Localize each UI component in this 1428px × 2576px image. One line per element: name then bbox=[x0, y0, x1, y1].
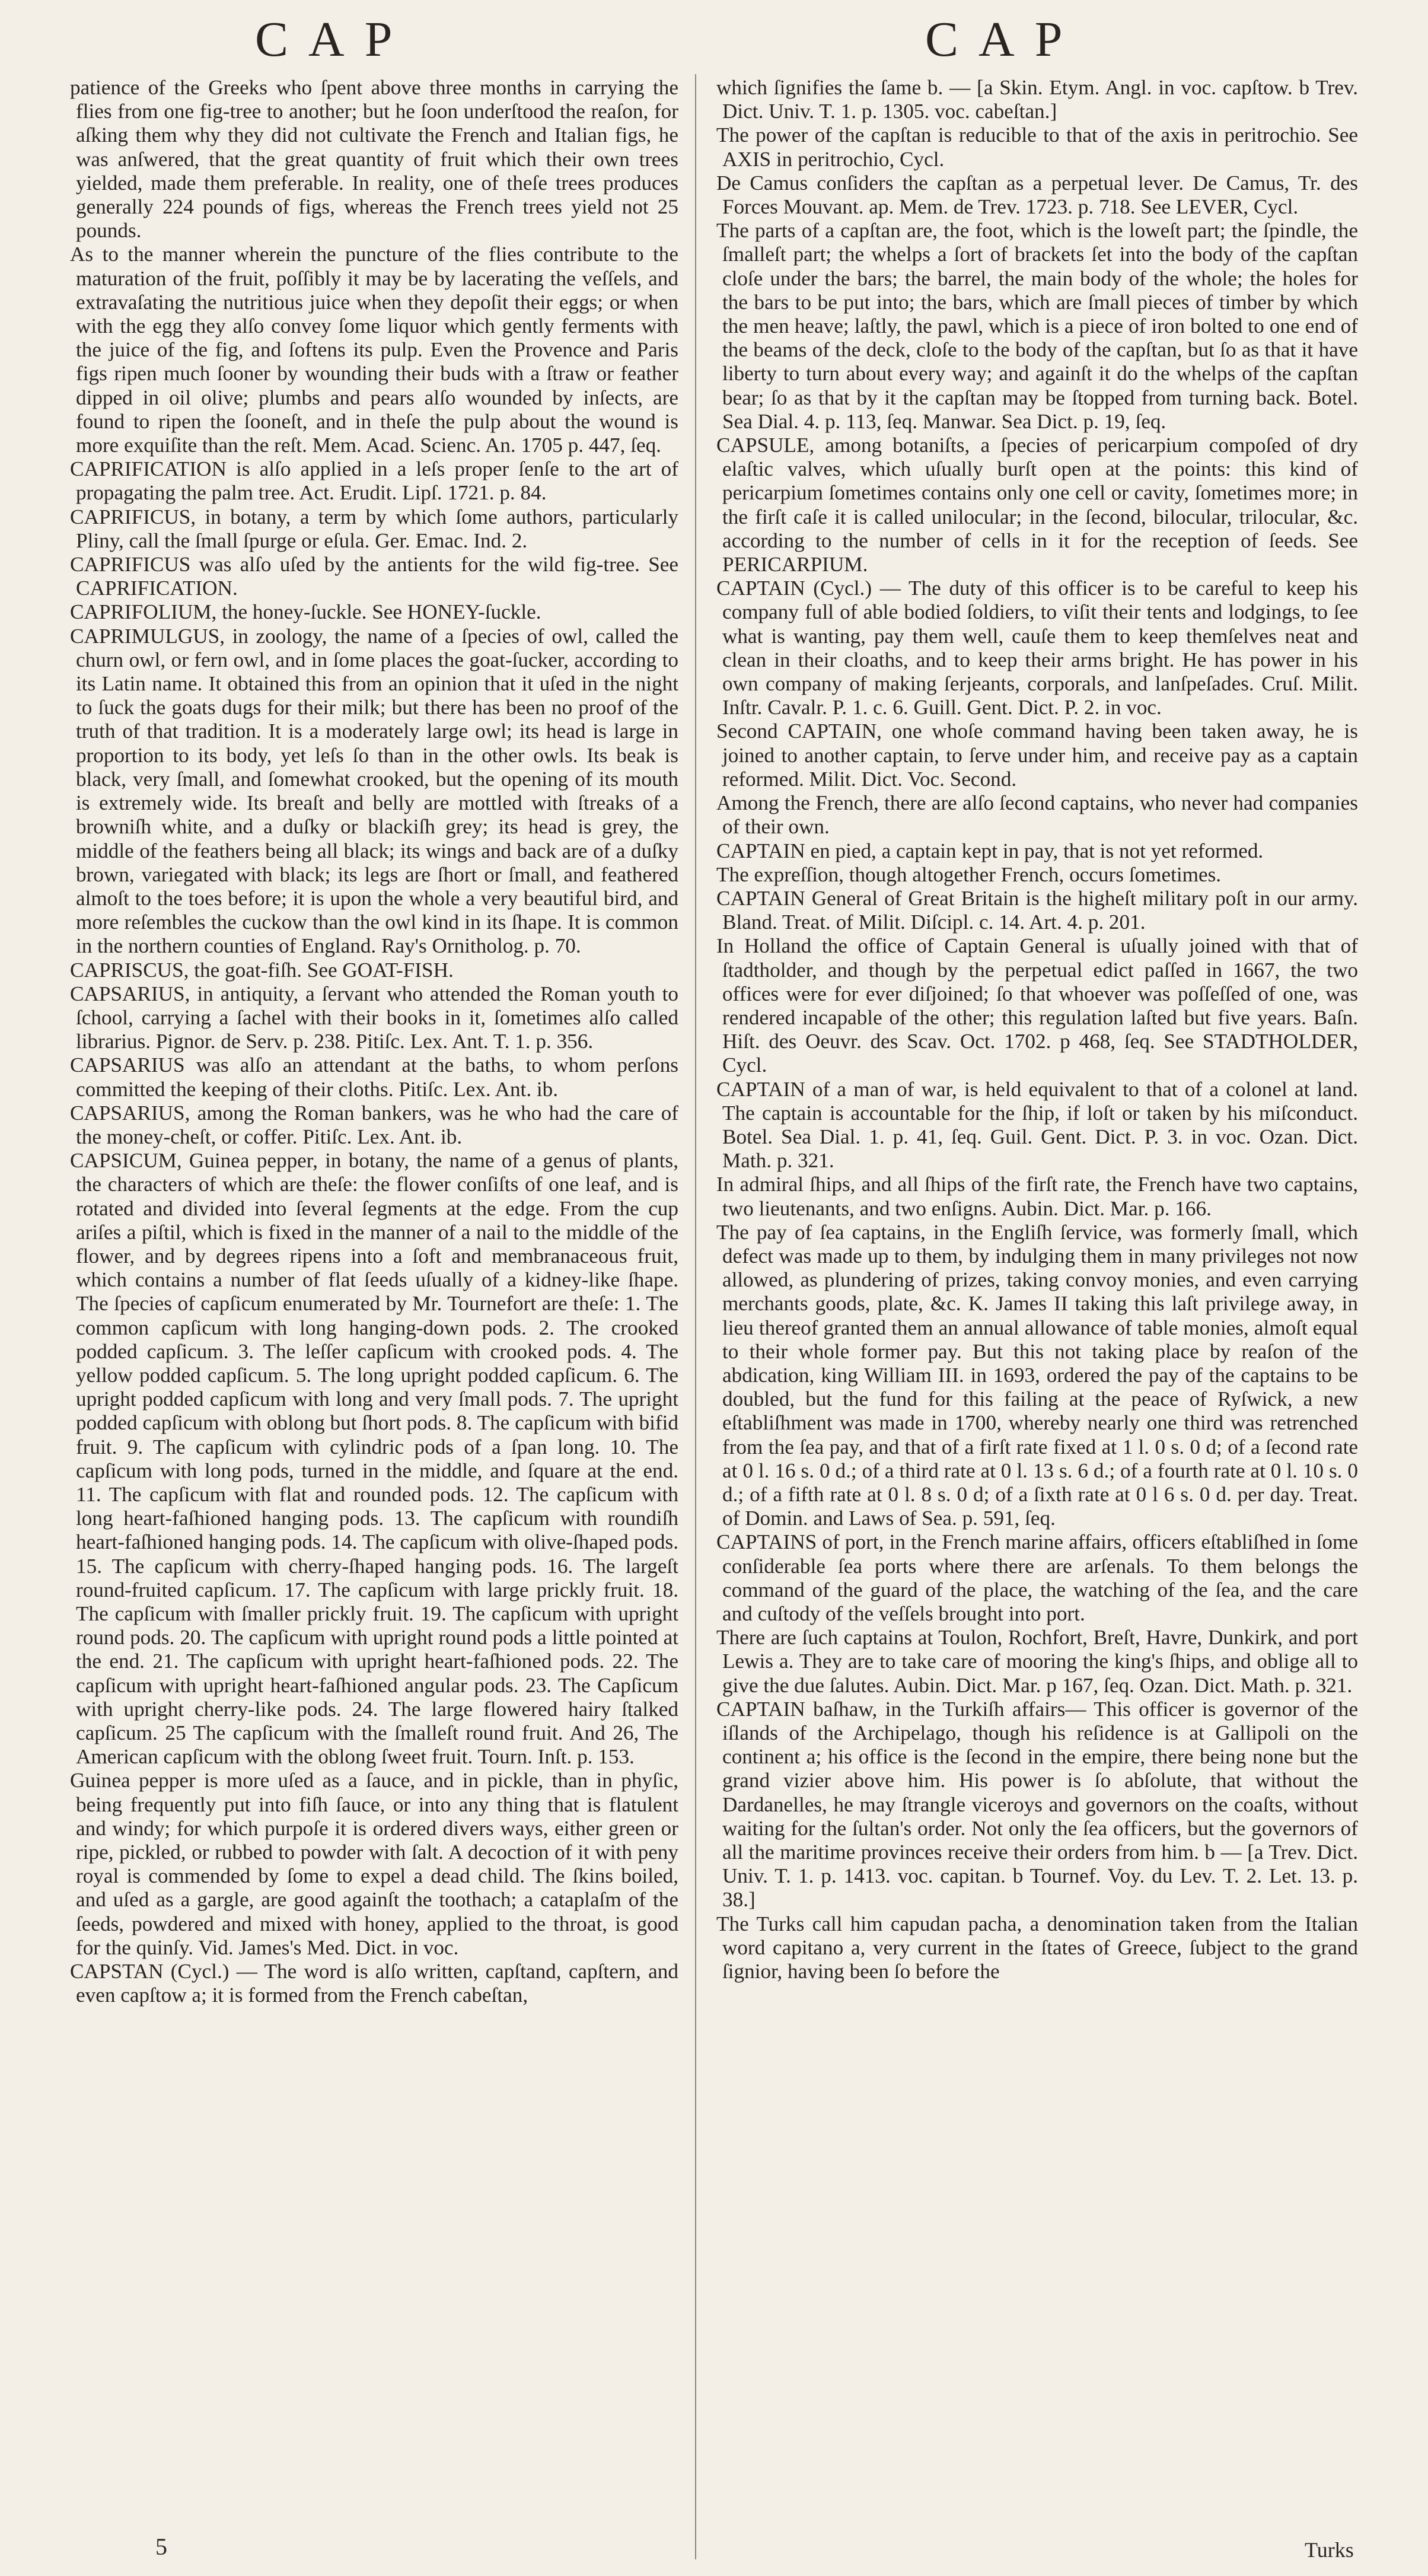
paragraph: CAPRIFICUS was alſo uſed by the antients for the wild fig-tree. See CAPRIFICATION. bbox=[70, 553, 678, 600]
column-divider bbox=[695, 74, 696, 2559]
paragraph: The expreſſion, though altogether French, occurs ſometimes. bbox=[716, 862, 1222, 886]
paragraph: CAPRIFOLIUM, the honey-ſuckle. See HONEY-ſuckle. bbox=[70, 600, 541, 624]
paragraph: CAPRISCUS, the goat-fiſh. See GOAT-FISH. bbox=[70, 958, 454, 982]
paragraph: Among the French, there are alſo ſecond captains, who never had companies of their own. bbox=[716, 791, 1358, 839]
running-header bbox=[0, 11, 1428, 76]
paragraph: The power of the capſtan is reducible to that of the axis in peritrochio. See AXIS in peritrochio, Cycl. bbox=[716, 123, 1358, 171]
paragraph: CAPTAIN General of Great Britain is the higheſt military poſt in our army. Bland. Treat. of Milit. Diſcipl. c. 14. Art. 4. p. 201. bbox=[716, 886, 1358, 934]
paragraph: In Holland the office of Captain General is uſually joined with that of ſtadtholder, and though by the perpetual edict paſſed in 1667, the two offices were for ever diſjoined; ſo that whoever was poſſeſſed of one, was rendered incapable of the other; this regulation laſted but five years. Baſn. Hiſt. des Oeuvr. des Scav. Oct. 1702. p 468, ſeq. See STADTHOLDER, Cycl. bbox=[716, 934, 1358, 1077]
paragraph: CAPSULE, among botaniſts, a ſpecies of pericarpium compoſed of dry elaſtic valves, which uſually burſt open at the points: this kind of pericarpium ſometimes contains only one cell or cavity, ſometimes more; in the firſt caſe it is called unilocular; in the ſecond, bilocular, trilocular, &c. according to the number of cells in it for the reception of ſeeds. See PERICARPIUM. bbox=[716, 434, 1358, 577]
paragraph: Guinea pepper is more uſed as a ſauce, and in pickle, than in phyſic, being frequently put into fiſh ſauce, or into any thing that is flatulent and windy; for which purpoſe it is ordered divers ways, either green or ripe, pickled, or rubbed to powder with ſalt. A decoction of it with peny royal is commended by ſome to expel a dead child. The ſkins boiled, and uſed as a gargle, are good againſt the toothach; a cataplaſm of the ſeeds, powdered and mixed with honey, applied to the throat, is good for the quinſy. Vid. James's Med. Dict. in voc. bbox=[70, 1769, 678, 1959]
catchword: Turks bbox=[1305, 2538, 1354, 2562]
paragraph: CAPRIFICUS, in botany, a term by which ſome authors, particularly Pliny, call the ſmall ſpurge or eſula. Ger. Emac. Ind. 2. bbox=[70, 505, 678, 552]
paragraph: The parts of a capſtan are, the foot, which is the loweſt part; the ſpindle, the ſmalleſt part; the whelps a ſort of brackets ſet into the body of the capſtan cloſe under the bars; the barrel, the main body of the whole; the holes for the bars to be put into; the bars, which are ſmall pieces of timber by which the men heave; laſtly, the pawl, which is a piece of iron bolted to one end of the beams of the deck, cloſe to the body of the capſtan, but ſo as that it have liberty to turn about every way; and againſt it do the whelps of the capſtan bear; ſo as that by it the capſtan may be ſtopped from turning back. Botel. Sea Dial. 4. p. 113, ſeq. Manwar. Sea Dict. p. 19, ſeq. bbox=[716, 219, 1358, 433]
paragraph: CAPTAIN en pied, a captain kept in pay, that is not yet reformed. bbox=[716, 839, 1264, 862]
paragraph: CAPSTAN (Cycl.) — The word is alſo written, capſtand, capſtern, and even capſtow a; it is formed from the French cabeſtan, bbox=[70, 1960, 678, 2007]
paragraph: CAPTAIN baſhaw, in the Turkiſh affairs— This officer is governor of the iſlands of the Archipelago, though his reſidence is at Gallipoli on the continent a; his office is the ſecond in the empire, there being none but the grand vizier above him. His power is ſo abſolute, that without the Dardanelles, he may ſtrangle viceroys and governors on the coaſts, without waiting for the ſultan's order. Not only the ſea officers, but the governors of all the maritime provinces receive their orders from him. b — [a Trev. Dict. Univ. T. 1. p. 1413. voc. capitan. b Tournef. Voy. du Lev. T. 2. Let. 13. p. 38.] bbox=[716, 1697, 1358, 1912]
paragraph: The Turks call him capudan pacha, a denomination taken from the Italian word capitano a, very current in the ſtates of Greece, ſubject to the grand ſignior, having been ſo before the bbox=[716, 1912, 1358, 1983]
paragraph: The pay of ſea captains, in the Engliſh ſervice, was formerly ſmall, which defect was made up to them, by indulging them in many privileges not now allowed, as plundering of prizes, taking convoy monies, and even carrying merchants goods, plate, &c. K. James II taking this laſt privilege away, in lieu thereof granted them an annual allowance of table monies, almoſt equal to their whole former pay. But this not taking place by reaſon of the abdication, king William III. in 1693, ordered the pay of the captains to be doubled, but the fund for this failing at the peace of Ryſwick, a new eſtabliſhment was made in 1700, whereby nearly one third was retrenched from the ſea pay, and that of a firſt rate fixed at 1 l. 0 s. 0 d; of a ſecond rate at 0 l. 16 s. 0 d.; of a third rate at 0 l. 13 s. 6 d.; of a fourth rate at 0 l. 10 s. 0 d.; of a fifth rate at 0 l. 8 s. 0 d; of a ſixth rate at 0 l 6 s. 0 d. per day. Treat. of Domin. and Laws of Sea. p. 591, ſeq. bbox=[716, 1220, 1358, 1530]
paragraph: There are ſuch captains at Toulon, Rochfort, Breſt, Havre, Dunkirk, and port Lewis a. They are to take care of mooring the king's ſhips, and oblige all to give the due ſalutes. Aubin. Dict. Mar. p 167, ſeq. Ozan. Dict. Math. p. 321. bbox=[716, 1626, 1358, 1697]
paragraph: CAPSARIUS, in antiquity, a ſervant who attended the Roman youth to ſchool, carrying a ſachel with their books in it, ſometimes alſo called librarius. Pignor. de Serv. p. 238. Pitiſc. Lex. Ant. T. 1. p. 356. bbox=[70, 982, 678, 1053]
header-left-word: CAP bbox=[255, 12, 413, 67]
paragraph: As to the manner wherein the puncture of the flies contribute to the maturation of the fruit, poſſibly it may be by lacerating the veſſels, and extravaſating the nutritious juice when they depoſit their eggs; or when with the egg they alſo convey ſome liquor which gently ferments with the juice of the fig, and ſoftens its pulp. Even the Provence and Paris figs ripen much ſooner by wounding their buds with a ſtraw or feather dipped in oil olive; plumbs and pears alſo wounded by inſects, are found to ripen the ſooneſt, and in theſe the pulp about the wound is more exquiſite than the reſt. Mem. Acad. Scienc. An. 1705 p. 447, ſeq. bbox=[70, 243, 678, 457]
paragraph: CAPTAIN (Cycl.) — The duty of this officer is to be careful to keep his company full of able bodied ſoldiers, to viſit their tents and lodgings, to ſee what is wanting, pay them well, cauſe them to keep themſelves neat and clean in their cloaths, and to keep their arms bright. He has power in his own company of making ſerjeants, corporals, and lanſpeſades. Cruſ. Milit. Inſtr. Cavalr. P. 1. c. 6. Guill. Gent. Dict. P. 2. in voc. bbox=[716, 577, 1358, 719]
header-right-word: CAP bbox=[925, 12, 1083, 67]
left-column bbox=[70, 76, 678, 2007]
paragraph: CAPTAIN of a man of war, is held equivalent to that of a colonel at land. The captain is accountable for the ſhip, if loſt or taken by his miſconduct. Botel. Sea Dial. 1. p. 41, ſeq. Guil. Gent. Dict. P. 3. in voc. Ozan. Dict. Math. p. 321. bbox=[716, 1077, 1358, 1173]
paragraph: CAPSICUM, Guinea pepper, in botany, the name of a genus of plants, the characters of which are theſe: the flower conſiſts of one leaf, and is rotated and divided into ſeveral ſegments at the edge. From the cup ariſes a piſtil, which is fixed in the manner of a nail to the middle of the flower, and by degrees ripens into a ſoft and membranaceous fruit, which contains a number of flat ſeeds uſually of a kidney-like ſhape. The ſpecies of capſicum enumerated by Mr. Tournefort are theſe: 1. The common capſicum with long hanging-down pods. 2. The crooked podded capſicum. 3. The leſſer capſicum with crooked pods. 4. The yellow podded capſicum. 5. The long upright podded capſicum. 6. The upright podded capſicum with long and very ſmall pods. 7. The upright podded capſicum with oblong but ſhort pods. 8. The capſicum with bifid fruit. 9. The capſicum with cylindric pods of a ſpan long. 10. The capſicum with long pods, turned in the middle, and ſquare at the end. 11. The capſicum with flat and rounded pods. 12. The capſicum with long heart-faſhioned hanging pods. 13. The capſicum with roundiſh heart-faſhioned hanging pods. 14. The capſicum with olive-ſhaped pods. 15. The capſicum with cherry-ſhaped hanging pods. 16. The largeſt round-fruited capſicum. 17. The capſicum with large prickly fruit. 18. The capſicum with ſmaller prickly fruit. 19. The capſicum with upright round pods. 20. The capſicum with upright round pods a little pointed at the end. 21. The capſicum with upright heart-faſhioned pods. 22. The capſicum with upright heart-faſhioned angular pods. 23. The Capſicum with upright cherry-like pods. 24. The large flowered hairy ſtalked capſicum. 25 The capſicum with the ſmalleſt round fruit. And 26, The American capſicum with the oblong ſweet fruit. Tourn. Inſt. p. 153. bbox=[70, 1149, 678, 1769]
paragraph: CAPRIFICATION is alſo applied in a leſs proper ſenſe to the art of propagating the palm tree. Act. Erudit. Lipſ. 1721. p. 84. bbox=[70, 457, 678, 505]
paragraph: CAPSARIUS, among the Roman bankers, was he who had the care of the money-cheſt, or coffer. Pitiſc. Lex. Ant. ib. bbox=[70, 1101, 678, 1148]
paragraph: De Camus conſiders the capſtan as a perpetual lever. De Camus, Tr. des Forces Mouvant. ap. Mem. de Trev. 1723. p. 718. See LEVER, Cycl. bbox=[716, 171, 1358, 219]
right-column bbox=[716, 76, 1358, 1983]
paragraph: patience of the Greeks who ſpent above three months in carrying the flies from one fig-tree to another; but he ſoon underſtood the reaſon, for aſking them why they did not cultivate the French and Italian figs, he was anſwered, that the great quantity of fruit which their own trees yielded, made them preferable. In reality, one of theſe trees produces generally 224 pounds of figs, whereas the French trees yield not 25 pounds. bbox=[70, 76, 678, 243]
paragraph: CAPTAINS of port, in the French marine affairs, officers eſtabliſhed in ſome conſiderable ſea ports where there are arſenals. To them belongs the command of the guard of the place, the watching of the ſea, and the care and cuſtody of the veſſels brought into port. bbox=[716, 1530, 1358, 1625]
paragraph: Second CAPTAIN, one whoſe command having been taken away, he is joined to another captain, to ſerve under him, and receive pay as a captain reformed. Milit. Dict. Voc. Second. bbox=[716, 719, 1358, 791]
paragraph: CAPSARIUS was alſo an attendant at the baths, to whom perſons committed the keeping of their cloths. Pitiſc. Lex. Ant. ib. bbox=[70, 1053, 678, 1101]
paragraph: In admiral ſhips, and all ſhips of the firſt rate, the French have two captains, two lieutenants, and two enſigns. Aubin. Dict. Mar. p. 166. bbox=[716, 1173, 1358, 1220]
paragraph: CAPRIMULGUS, in zoology, the name of a ſpecies of owl, called the churn owl, or fern owl, and in ſome places the goat-ſucker, according to its Latin name. It obtained this from an opinion that it uſed in the night to ſuck the goats dugs for their milk; but there has been no proof of the truth of that tradition. It is a moderately large owl; its head is large in proportion to its body, yet leſs ſo than in the other owls. Its beak is black, very ſmall, and ſomewhat crooked, but the opening of its mouth is extremely wide. Its breaſt and belly are mottled with ſtreaks of a browniſh white, and a duſky or blackiſh grey; its head is grey, the middle of the feathers being all black; its wings and back are of a duſky brown, variegated with black; its legs are ſhort or ſmall, and feathered almoſt to the toes before; it is upon the whole a very beautiful bird, and more reſembles the cuckow than the owl kind in its ſhape. It is common in the northern counties of England. Ray's Ornitholog. p. 70. bbox=[70, 624, 678, 958]
paragraph: which ſignifies the ſame b. — [a Skin. Etym. Angl. in voc. capſtow. b Trev. Dict. Univ. T. 1. p. 1305. voc. cabeſtan.] bbox=[716, 76, 1358, 123]
page-number: 5 bbox=[155, 2533, 167, 2560]
